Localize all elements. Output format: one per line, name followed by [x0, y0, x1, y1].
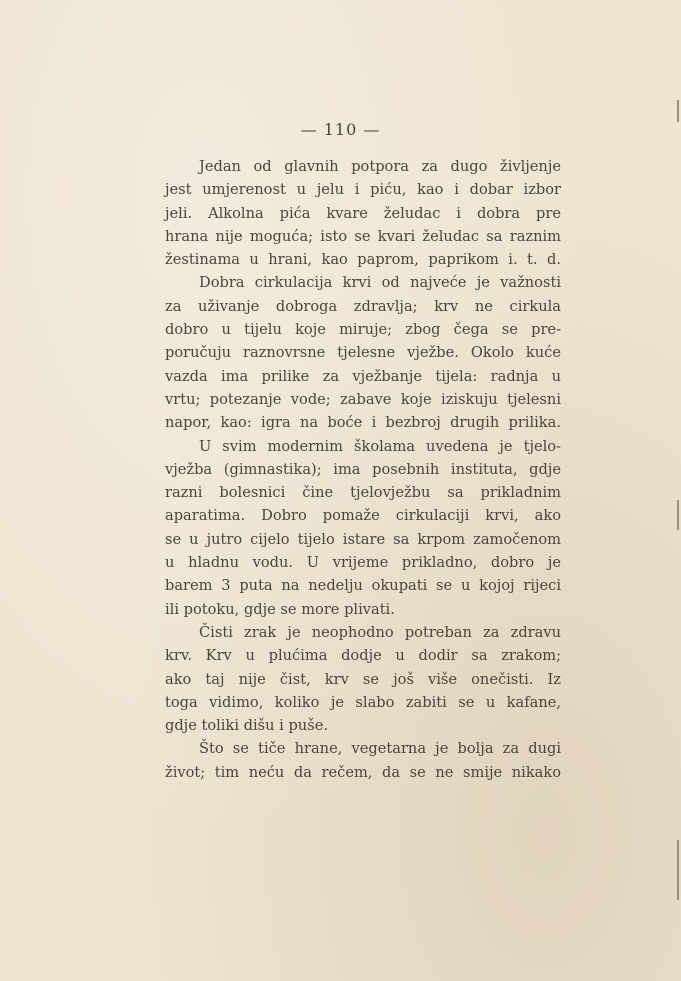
text-line: se u jutro cijelo tijelo istare sa krpom zamočenom: [165, 530, 561, 548]
body-text: [165, 155, 561, 784]
page-edge-mark: [677, 500, 679, 530]
text-line: žestinama u hrani, kao paprom, paprikom i. t. d.: [165, 251, 561, 269]
text-line: Čisti zrak je neophodno potreban za zdravu: [199, 623, 561, 641]
paragraph-3: [165, 435, 561, 621]
page-number: — 110 —: [300, 120, 381, 139]
paragraph-5: [165, 737, 561, 784]
text-line: gdje toliki dišu i puše.: [165, 717, 328, 735]
page-edge-mark: [677, 100, 679, 122]
paragraph-4: [165, 621, 561, 737]
text-line: aparatima. Dobro pomaže cirkulaciji krvi, ako: [165, 507, 561, 525]
paragraph-1: [165, 155, 561, 271]
text-line: poručuju raznovrsne tjelesne vježbe. Okolo kuće: [165, 344, 561, 362]
text-line: Što se tiče hrane, vegetarna je bolja za dugi: [199, 740, 561, 758]
text-line: toga vidimo, koliko je slabo zabiti se u kafane,: [165, 693, 561, 711]
text-line: jest umjerenost u jelu i piću, kao i dobar izbor: [165, 181, 561, 199]
text-line: u hladnu vodu. U vrijeme prikladno, dobro je: [165, 554, 561, 572]
text-line: napor, kao: igra na boće i bezbroj drugih prilika.: [165, 414, 561, 432]
text-line: vazda ima prilike za vježbanje tijela: radnja u: [165, 367, 561, 385]
text-line: vježba (gimnastika); ima posebnih instituta, gdje: [165, 460, 561, 478]
text-line: vrtu; potezanje vode; zabave koje iziskuju tjelesni: [165, 390, 561, 408]
text-line: U svim modernim školama uvedena je tjelo-: [199, 437, 561, 455]
text-line: jeli. Alkolna pića kvare želudac i dobra pre: [165, 204, 561, 222]
text-line: Dobra cirkulacija krvi od najveće je važnosti: [199, 274, 561, 292]
text-line: hrana nije moguća; isto se kvari želudac sa raznim: [165, 227, 561, 245]
text-line: ili potoku, gdje se more plivati.: [165, 600, 395, 618]
text-line: barem 3 puta na nedelju okupati se u kojoj rijeci: [165, 577, 561, 595]
text-line: život; tim neću da rečem, da se ne smije nikako: [165, 763, 561, 781]
text-line: za uživanje dobroga zdravlja; krv ne cirkula: [165, 297, 561, 315]
text-line: ako taj nije čist, krv se još više onečisti. Iz: [165, 670, 561, 688]
text-line: dobro u tijelu koje miruje; zbog čega se pre-: [165, 321, 561, 339]
text-line: razni bolesnici čine tjelovježbu sa prikladnim: [165, 484, 561, 502]
page-edge-mark: [677, 840, 679, 900]
paragraph-2: [165, 271, 561, 434]
text-line: Jedan od glavnih potpora za dugo življenje: [199, 158, 561, 175]
text-line: krv. Krv u plućima dodje u dodir sa zrakom;: [165, 647, 561, 665]
